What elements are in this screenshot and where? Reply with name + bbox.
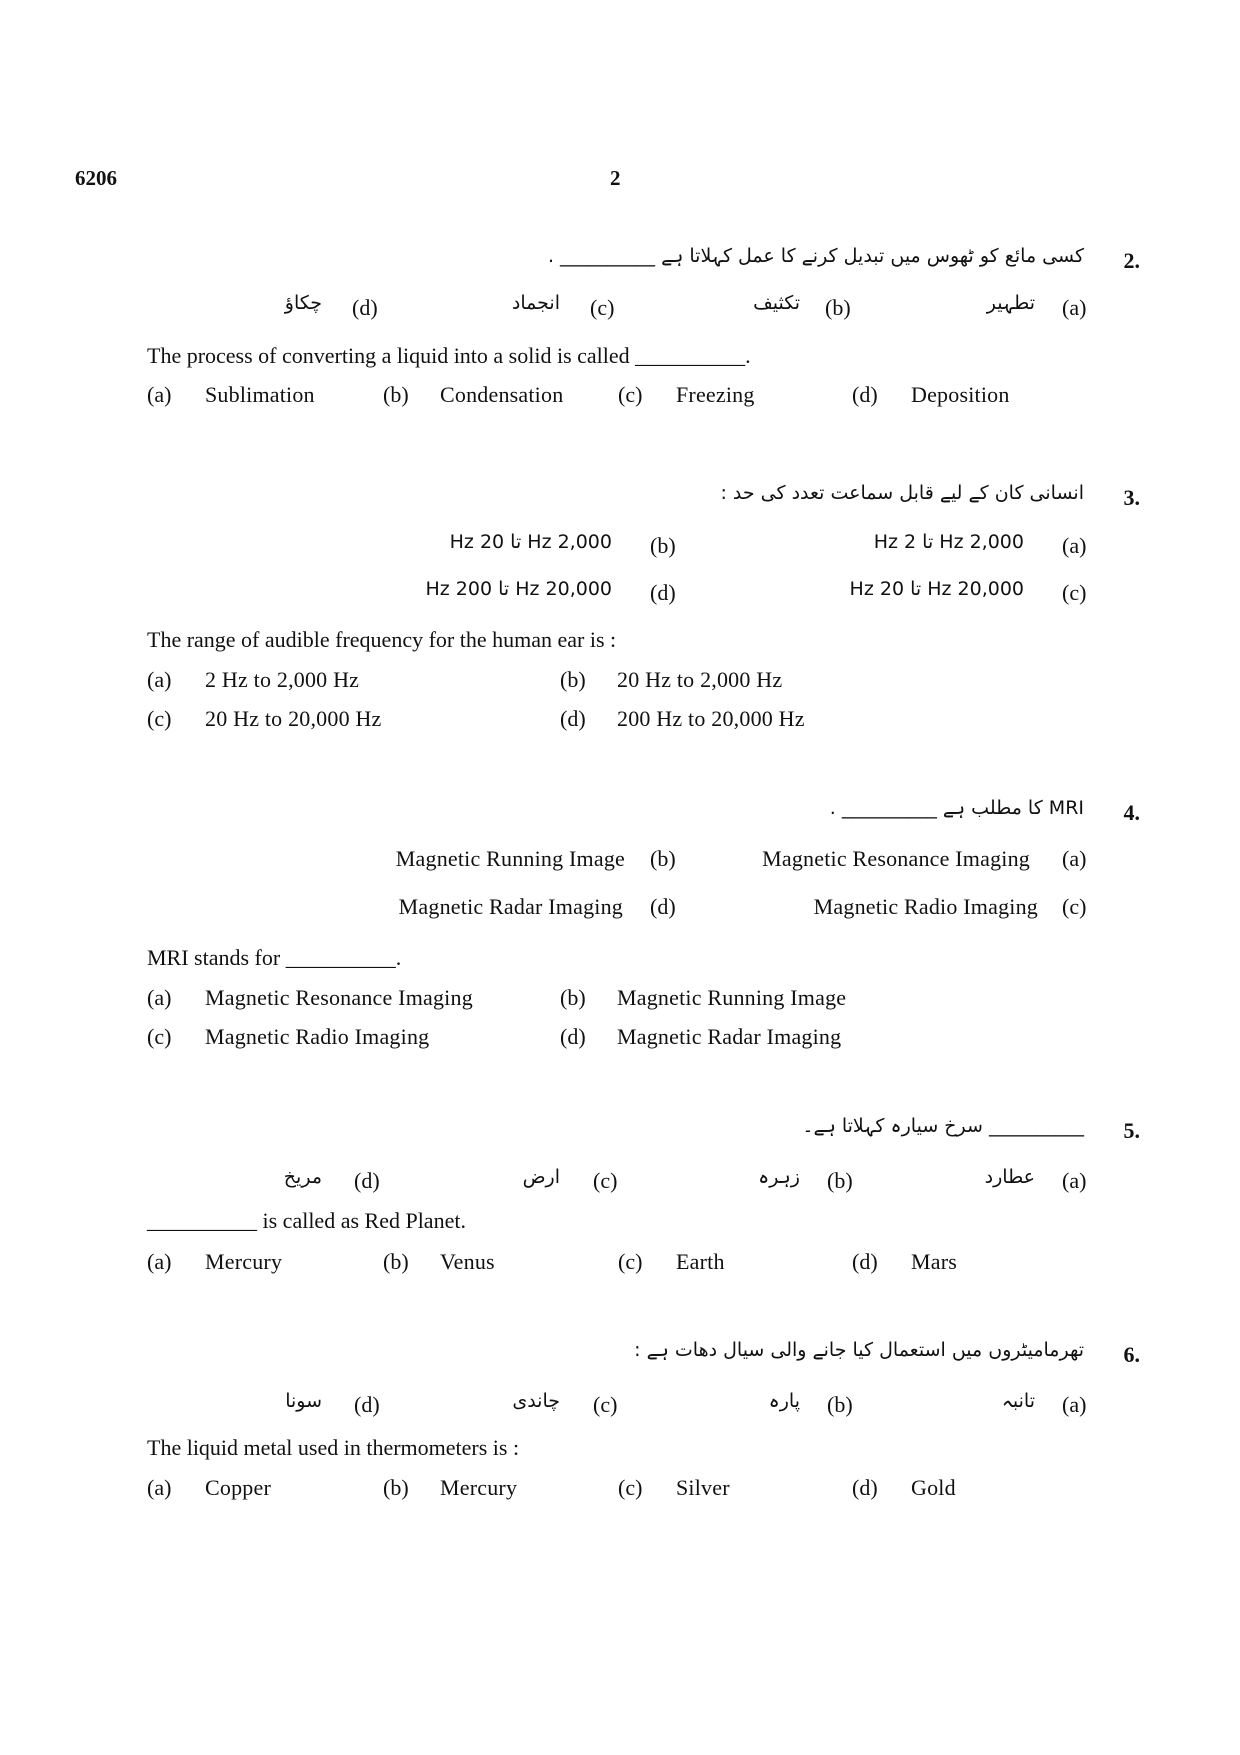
urdu-question: انسانی کان کے لیے قابل سماعت تعدد کی حد : (720, 482, 1084, 504)
urdu-option-label: (d) (352, 295, 378, 320)
urdu-option-label: (a) (1062, 533, 1087, 558)
urdu-question: __________ سرخ سیارہ کہلاتا ہے۔ (802, 1115, 1084, 1137)
english-question: The range of audible frequency for the human ear is : (147, 627, 617, 652)
option-text: Silver (676, 1475, 730, 1500)
urdu-option-text: زہرہ (758, 1166, 800, 1188)
urdu-option-text: Magnetic Running Image (395, 846, 625, 871)
urdu-option-text: تانبہ (1001, 1390, 1035, 1412)
paper-code: 6206 (75, 166, 117, 190)
urdu-option-text: ارض (522, 1166, 560, 1188)
option-text: Earth (676, 1249, 725, 1274)
option-label: (d) (560, 706, 586, 731)
urdu-option-text: پارہ (768, 1390, 800, 1412)
urdu-question: تھرمامیٹروں میں استعمال کیا جانے والی سیال دھات ہے : (634, 1339, 1084, 1361)
question-number: 3. (1123, 485, 1140, 510)
option-label: (a) (147, 1475, 172, 1500)
option-label: (a) (147, 667, 172, 692)
option-text: Magnetic Running Image (617, 985, 847, 1010)
option-text: Sublimation (205, 382, 315, 407)
option-text: 20 Hz to 20,000 Hz (205, 706, 382, 731)
option-text: 2 Hz to 2,000 Hz (205, 667, 360, 692)
urdu-option-label: (c) (1062, 894, 1087, 919)
option-text: Mercury (205, 1249, 283, 1274)
urdu-option-label: (c) (1062, 580, 1087, 605)
urdu-option-label: (b) (827, 1392, 853, 1417)
english-question: __________ is called as Red Planet. (147, 1208, 466, 1233)
question-number: 6. (1123, 1342, 1140, 1367)
option-label: (c) (147, 1024, 172, 1049)
urdu-option-text: Magnetic Radio Imaging (813, 894, 1038, 919)
option-text: Magnetic Resonance Imaging (205, 985, 473, 1010)
urdu-option-label: (a) (1062, 846, 1087, 871)
urdu-option-label: (b) (650, 846, 676, 871)
option-text: Freezing (676, 382, 755, 407)
option-text: 20 Hz to 2,000 Hz (617, 667, 783, 692)
option-text: Copper (205, 1475, 271, 1500)
question-number: 4. (1123, 800, 1140, 825)
option-label: (d) (852, 382, 878, 407)
english-question: MRI stands for __________. (147, 945, 402, 970)
urdu-option-text: مریخ (283, 1166, 322, 1188)
option-text: Mercury (440, 1475, 518, 1500)
urdu-option-label: (a) (1062, 1392, 1087, 1417)
urdu-option-text: سونا (285, 1390, 322, 1412)
option-label: (b) (560, 667, 586, 692)
option-text: Deposition (911, 382, 1010, 407)
urdu-option-text: تکثیف (753, 292, 800, 314)
urdu-option-text: 2,000 Hz تا 20 Hz (449, 531, 612, 553)
option-label: (d) (852, 1249, 878, 1274)
option-label: (a) (147, 985, 172, 1010)
question-number: 2. (1123, 248, 1140, 273)
option-text: Magnetic Radar Imaging (617, 1024, 842, 1049)
urdu-option-text: عطارد (984, 1166, 1035, 1188)
option-label: (c) (618, 1249, 643, 1274)
urdu-option-label: (c) (593, 1168, 618, 1193)
option-text: Magnetic Radio Imaging (205, 1024, 430, 1049)
urdu-option-label: (b) (827, 1168, 853, 1193)
option-label: (d) (560, 1024, 586, 1049)
urdu-option-label: (a) (1062, 295, 1087, 320)
page-number: 2 (610, 166, 621, 190)
option-text: Gold (911, 1475, 956, 1500)
urdu-option-text: چکاؤ (284, 292, 322, 314)
urdu-question: MRI کا مطلب ہے __________ . (829, 797, 1084, 819)
option-label: (b) (383, 1249, 409, 1274)
option-text: Venus (440, 1249, 495, 1274)
english-question: The liquid metal used in thermometers is : (147, 1435, 520, 1460)
urdu-option-label: (d) (354, 1392, 380, 1417)
urdu-option-label: (b) (650, 533, 676, 558)
urdu-option-label: (d) (354, 1168, 380, 1193)
option-label: (a) (147, 382, 172, 407)
urdu-option-text: چاندی (512, 1390, 560, 1412)
english-question: The process of converting a liquid into a solid is called __________. (147, 343, 751, 368)
option-text: Mars (911, 1249, 958, 1274)
option-label: (c) (147, 706, 172, 731)
urdu-option-text: Magnetic Radar Imaging (398, 894, 623, 919)
urdu-option-label: (d) (650, 580, 676, 605)
option-text: Condensation (440, 382, 564, 407)
urdu-question: کسی مائع کو ٹھوس میں تبدیل کرنے کا عمل کہلاتا ہے __________ . (547, 245, 1084, 267)
urdu-option-label: (a) (1062, 1168, 1087, 1193)
option-label: (b) (383, 382, 409, 407)
urdu-option-label: (c) (590, 295, 615, 320)
option-label: (b) (560, 985, 586, 1010)
option-label: (d) (852, 1475, 878, 1500)
urdu-option-label: (c) (593, 1392, 618, 1417)
question-number: 5. (1123, 1118, 1140, 1143)
option-label: (c) (618, 1475, 643, 1500)
urdu-option-text: Magnetic Resonance Imaging (762, 846, 1030, 871)
urdu-option-text: 20,000 Hz تا 200 Hz (425, 578, 612, 600)
urdu-option-label: (d) (650, 894, 676, 919)
urdu-option-text: انجماد (511, 292, 560, 314)
urdu-option-text: 20,000 Hz تا 20 Hz (849, 578, 1024, 600)
option-label: (c) (618, 382, 643, 407)
urdu-option-label: (b) (825, 295, 851, 320)
option-label: (a) (147, 1249, 172, 1274)
urdu-option-text: 2,000 Hz تا 2 Hz (873, 531, 1024, 553)
urdu-option-text: تطہیر (986, 292, 1035, 314)
option-label: (b) (383, 1475, 409, 1500)
option-text: 200 Hz to 20,000 Hz (617, 706, 805, 731)
